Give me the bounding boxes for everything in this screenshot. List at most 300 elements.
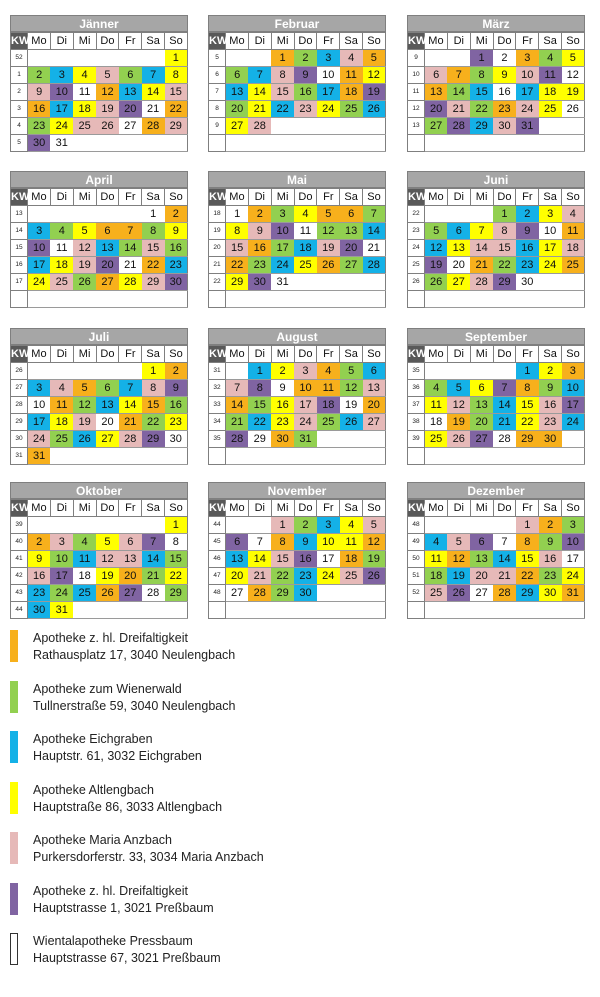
day-cell: 12 xyxy=(363,67,386,84)
day-cell: 25 xyxy=(73,118,96,135)
week-number: 31 xyxy=(11,448,28,465)
day-cell: 8 xyxy=(248,380,271,397)
week-number: 8 xyxy=(209,101,226,118)
day-cell: 13 xyxy=(119,551,142,568)
week-number: 5 xyxy=(209,50,226,67)
day-cell: 10 xyxy=(317,67,340,84)
day-cell: 3 xyxy=(562,363,585,380)
day-cell: 1 xyxy=(165,50,188,67)
day-cell: 28 xyxy=(493,431,516,448)
day-cell: 9 xyxy=(248,223,271,240)
legend-text xyxy=(33,883,214,917)
week-number: 26 xyxy=(11,363,28,380)
day-cell: 20 xyxy=(226,568,249,585)
day-cell: 2 xyxy=(539,517,562,534)
day-cell: 23 xyxy=(516,257,539,274)
day-cell: 28 xyxy=(142,118,165,135)
week-number-header: KW xyxy=(209,33,226,50)
day-cell xyxy=(493,448,516,465)
day-cell: 2 xyxy=(165,206,188,223)
week-number: 50 xyxy=(408,551,425,568)
day-cell xyxy=(50,363,73,380)
day-cell: 2 xyxy=(271,363,294,380)
day-cell: 20 xyxy=(96,257,119,274)
weekday-header: Mi xyxy=(73,500,96,517)
day-cell xyxy=(493,363,516,380)
day-cell xyxy=(539,118,562,135)
day-cell: 17 xyxy=(539,240,562,257)
day-cell: 28 xyxy=(119,274,142,291)
day-cell: 31 xyxy=(28,448,51,465)
weekday-header: Mo xyxy=(226,500,249,517)
week-number xyxy=(408,602,425,619)
day-cell xyxy=(28,517,51,534)
weekday-header: Do xyxy=(96,346,119,363)
day-cell: 4 xyxy=(50,380,73,397)
day-cell: 7 xyxy=(142,534,165,551)
weekday-header: Fr xyxy=(317,33,340,50)
day-cell: 11 xyxy=(73,551,96,568)
week-number: 47 xyxy=(209,568,226,585)
day-cell xyxy=(425,291,448,308)
day-cell: 8 xyxy=(493,223,516,240)
day-cell: 9 xyxy=(271,380,294,397)
day-cell: 12 xyxy=(96,551,119,568)
day-cell: 2 xyxy=(248,206,271,223)
day-cell: 16 xyxy=(539,397,562,414)
week-number-header: KW xyxy=(209,500,226,517)
day-cell: 17 xyxy=(50,101,73,118)
weekday-header: Mi xyxy=(73,346,96,363)
weekday-header: Mi xyxy=(73,189,96,206)
month-title: Jänner xyxy=(10,15,188,32)
month-calendar xyxy=(208,328,386,465)
day-cell xyxy=(363,135,386,152)
day-cell xyxy=(363,118,386,135)
day-cell: 21 xyxy=(142,568,165,585)
legend-color-swatch xyxy=(10,832,18,864)
week-number: 48 xyxy=(408,517,425,534)
week-number: 1 xyxy=(11,67,28,84)
day-cell: 18 xyxy=(50,257,73,274)
day-cell xyxy=(516,135,539,152)
day-cell: 18 xyxy=(539,84,562,101)
day-cell: 18 xyxy=(73,101,96,118)
day-cell: 11 xyxy=(294,223,317,240)
day-cell xyxy=(294,448,317,465)
day-cell: 20 xyxy=(363,397,386,414)
day-cell: 29 xyxy=(226,274,249,291)
day-cell: 3 xyxy=(539,206,562,223)
day-cell: 22 xyxy=(142,257,165,274)
day-cell: 17 xyxy=(50,568,73,585)
pharmacy-address: Hauptstraße 86, 3033 Altlengbach xyxy=(33,799,223,814)
weekday-header: Di xyxy=(447,500,470,517)
day-cell: 17 xyxy=(317,551,340,568)
day-cell: 24 xyxy=(562,414,585,431)
day-cell xyxy=(119,517,142,534)
day-cell xyxy=(539,448,562,465)
day-cell: 18 xyxy=(73,568,96,585)
day-cell: 14 xyxy=(119,240,142,257)
day-cell: 25 xyxy=(340,101,363,118)
day-cell: 25 xyxy=(294,257,317,274)
week-number: 16 xyxy=(11,257,28,274)
day-cell: 27 xyxy=(470,431,493,448)
day-cell: 26 xyxy=(73,274,96,291)
day-cell: 9 xyxy=(493,67,516,84)
week-number: 39 xyxy=(11,517,28,534)
week-number: 5 xyxy=(11,135,28,152)
day-cell xyxy=(562,448,585,465)
day-cell: 7 xyxy=(119,380,142,397)
day-cell xyxy=(425,363,448,380)
day-cell: 4 xyxy=(425,380,448,397)
week-number-header: KW xyxy=(209,189,226,206)
day-cell: 5 xyxy=(73,380,96,397)
day-cell xyxy=(363,431,386,448)
day-cell: 2 xyxy=(165,363,188,380)
legend-text xyxy=(33,630,235,664)
day-cell: 29 xyxy=(516,431,539,448)
day-cell: 5 xyxy=(562,50,585,67)
day-cell: 19 xyxy=(73,414,96,431)
weekday-header: Fr xyxy=(119,189,142,206)
month-calendar xyxy=(407,328,585,465)
day-cell: 8 xyxy=(226,223,249,240)
month-title: März xyxy=(407,15,585,32)
day-cell: 16 xyxy=(294,84,317,101)
day-cell: 28 xyxy=(470,274,493,291)
day-cell: 19 xyxy=(562,84,585,101)
day-cell xyxy=(447,517,470,534)
day-cell: 19 xyxy=(340,397,363,414)
day-cell: 12 xyxy=(73,397,96,414)
day-cell xyxy=(447,602,470,619)
day-cell: 18 xyxy=(425,568,448,585)
weekday-header: Do xyxy=(493,500,516,517)
day-cell xyxy=(294,274,317,291)
day-cell xyxy=(493,602,516,619)
day-cell: 18 xyxy=(340,551,363,568)
day-cell: 8 xyxy=(142,223,165,240)
day-cell xyxy=(317,431,340,448)
day-cell: 7 xyxy=(447,67,470,84)
day-cell: 4 xyxy=(340,517,363,534)
day-cell: 10 xyxy=(562,534,585,551)
day-cell xyxy=(226,363,249,380)
day-cell: 26 xyxy=(73,431,96,448)
week-number xyxy=(408,135,425,152)
day-cell xyxy=(516,448,539,465)
day-cell: 9 xyxy=(539,380,562,397)
month-title: April xyxy=(10,171,188,188)
week-number-header: KW xyxy=(408,500,425,517)
day-cell: 29 xyxy=(271,585,294,602)
day-cell: 11 xyxy=(425,551,448,568)
day-cell: 6 xyxy=(119,67,142,84)
day-cell: 23 xyxy=(539,414,562,431)
day-cell: 21 xyxy=(248,101,271,118)
day-cell: 7 xyxy=(142,67,165,84)
day-cell xyxy=(96,50,119,67)
day-cell: 30 xyxy=(28,602,51,619)
day-cell: 24 xyxy=(271,257,294,274)
day-cell: 21 xyxy=(470,257,493,274)
day-cell xyxy=(165,602,188,619)
day-cell xyxy=(539,135,562,152)
legend-color-swatch xyxy=(10,782,18,814)
week-number: 30 xyxy=(11,431,28,448)
day-cell: 25 xyxy=(50,431,73,448)
weekday-header: So xyxy=(562,346,585,363)
day-cell: 4 xyxy=(340,50,363,67)
day-cell: 29 xyxy=(516,585,539,602)
day-cell: 5 xyxy=(447,380,470,397)
day-cell xyxy=(340,585,363,602)
weekday-header: Di xyxy=(248,189,271,206)
month-calendar xyxy=(10,482,188,619)
pharmacy-address: Hauptstrasse 1, 3021 Preßbaum xyxy=(33,900,214,915)
pharmacy-address: Tullnerstraße 59, 3040 Neulengbach xyxy=(33,698,236,713)
weekday-header: Mi xyxy=(470,189,493,206)
day-cell: 2 xyxy=(294,50,317,67)
day-cell: 19 xyxy=(447,414,470,431)
week-number: 9 xyxy=(408,50,425,67)
weekday-header: Sa xyxy=(539,33,562,50)
day-cell: 10 xyxy=(317,534,340,551)
week-number: 6 xyxy=(209,67,226,84)
day-cell: 17 xyxy=(516,84,539,101)
month-calendar xyxy=(407,171,585,308)
week-number: 2 xyxy=(11,84,28,101)
day-cell xyxy=(562,274,585,291)
day-cell: 3 xyxy=(317,50,340,67)
day-cell: 4 xyxy=(539,50,562,67)
day-cell: 11 xyxy=(317,380,340,397)
weekday-header: Mo xyxy=(28,33,51,50)
day-cell: 14 xyxy=(142,551,165,568)
weekday-header: Fr xyxy=(119,346,142,363)
day-cell: 15 xyxy=(142,397,165,414)
day-cell xyxy=(363,274,386,291)
day-cell: 26 xyxy=(340,414,363,431)
day-cell: 31 xyxy=(516,118,539,135)
day-cell: 25 xyxy=(50,274,73,291)
day-cell xyxy=(119,291,142,308)
weekday-header: Mo xyxy=(226,33,249,50)
day-cell: 12 xyxy=(562,67,585,84)
day-cell xyxy=(73,517,96,534)
week-number-header: KW xyxy=(11,33,28,50)
day-cell: 11 xyxy=(562,223,585,240)
day-cell: 19 xyxy=(425,257,448,274)
day-cell: 10 xyxy=(271,223,294,240)
day-cell: 10 xyxy=(294,380,317,397)
day-cell: 4 xyxy=(425,534,448,551)
week-number: 11 xyxy=(408,84,425,101)
legend-color-swatch xyxy=(10,630,18,662)
day-cell: 8 xyxy=(470,67,493,84)
day-cell xyxy=(73,448,96,465)
weekday-header: Mi xyxy=(271,189,294,206)
day-cell: 24 xyxy=(50,585,73,602)
day-cell: 21 xyxy=(142,101,165,118)
day-cell xyxy=(562,291,585,308)
week-number: 42 xyxy=(11,568,28,585)
day-cell: 16 xyxy=(539,551,562,568)
weekday-header: Mo xyxy=(28,346,51,363)
week-number: 46 xyxy=(209,551,226,568)
day-cell xyxy=(493,517,516,534)
weekday-header: So xyxy=(363,189,386,206)
day-cell: 8 xyxy=(271,67,294,84)
day-cell: 14 xyxy=(447,84,470,101)
day-cell: 9 xyxy=(516,223,539,240)
day-cell xyxy=(248,50,271,67)
day-cell: 10 xyxy=(50,84,73,101)
day-cell: 20 xyxy=(425,101,448,118)
weekday-header: Sa xyxy=(340,33,363,50)
week-number: 36 xyxy=(408,380,425,397)
day-cell: 10 xyxy=(539,223,562,240)
day-cell: 27 xyxy=(119,118,142,135)
day-cell xyxy=(50,448,73,465)
weekday-header: Mi xyxy=(470,33,493,50)
day-cell xyxy=(96,291,119,308)
day-cell: 18 xyxy=(294,240,317,257)
week-number-header: KW xyxy=(11,189,28,206)
day-cell: 17 xyxy=(28,257,51,274)
day-cell: 6 xyxy=(96,380,119,397)
day-cell: 7 xyxy=(226,380,249,397)
day-cell: 10 xyxy=(50,551,73,568)
day-cell: 8 xyxy=(165,67,188,84)
weekday-header: Do xyxy=(294,189,317,206)
day-cell: 17 xyxy=(28,414,51,431)
day-cell: 29 xyxy=(248,431,271,448)
weekday-header: Fr xyxy=(317,500,340,517)
day-cell: 27 xyxy=(425,118,448,135)
day-cell: 15 xyxy=(470,84,493,101)
pharmacy-address: Rathausplatz 17, 3040 Neulengbach xyxy=(33,648,236,662)
day-cell: 3 xyxy=(28,223,51,240)
day-cell: 23 xyxy=(248,257,271,274)
weekday-header: So xyxy=(165,346,188,363)
day-cell: 7 xyxy=(119,223,142,240)
day-cell xyxy=(271,448,294,465)
day-cell xyxy=(294,135,317,152)
day-cell: 11 xyxy=(340,67,363,84)
day-cell xyxy=(50,50,73,67)
day-cell: 12 xyxy=(96,84,119,101)
day-cell: 16 xyxy=(271,397,294,414)
week-number: 13 xyxy=(11,206,28,223)
day-cell: 15 xyxy=(516,397,539,414)
day-cell xyxy=(226,602,249,619)
week-number xyxy=(11,291,28,308)
day-cell: 26 xyxy=(363,101,386,118)
day-cell: 23 xyxy=(294,568,317,585)
day-cell: 28 xyxy=(119,431,142,448)
day-cell: 30 xyxy=(539,431,562,448)
day-cell: 30 xyxy=(165,274,188,291)
day-cell xyxy=(248,448,271,465)
day-cell xyxy=(119,363,142,380)
day-cell xyxy=(165,291,188,308)
pharmacy-name: Apotheke Maria Anzbach xyxy=(33,833,172,847)
day-cell xyxy=(562,431,585,448)
day-cell: 24 xyxy=(516,101,539,118)
day-cell: 4 xyxy=(562,206,585,223)
weekday-header: Di xyxy=(248,33,271,50)
day-cell: 3 xyxy=(28,380,51,397)
week-number: 21 xyxy=(209,257,226,274)
day-cell xyxy=(142,291,165,308)
pharmacy-name: Apotheke Altlengbach xyxy=(33,782,154,797)
day-cell: 24 xyxy=(317,568,340,585)
day-cell xyxy=(119,135,142,152)
weekday-header: Fr xyxy=(516,346,539,363)
weekday-header: Mo xyxy=(226,346,249,363)
week-number: 33 xyxy=(209,397,226,414)
day-cell: 14 xyxy=(363,223,386,240)
weekday-header: Fr xyxy=(119,500,142,517)
day-cell xyxy=(539,274,562,291)
day-cell xyxy=(50,291,73,308)
day-cell: 4 xyxy=(50,223,73,240)
weekday-header: Fr xyxy=(119,33,142,50)
day-cell: 17 xyxy=(294,397,317,414)
week-number: 52 xyxy=(11,50,28,67)
month-title: November xyxy=(208,482,386,499)
day-cell: 22 xyxy=(165,568,188,585)
day-cell: 4 xyxy=(294,206,317,223)
week-number: 19 xyxy=(209,223,226,240)
day-cell xyxy=(470,363,493,380)
weekday-header: Do xyxy=(493,33,516,50)
week-number: 41 xyxy=(11,551,28,568)
day-cell xyxy=(226,448,249,465)
day-cell: 15 xyxy=(493,240,516,257)
day-cell: 31 xyxy=(50,602,73,619)
day-cell xyxy=(96,135,119,152)
day-cell: 4 xyxy=(317,363,340,380)
week-number: 29 xyxy=(11,414,28,431)
month-calendar xyxy=(10,171,188,308)
day-cell xyxy=(248,602,271,619)
day-cell: 16 xyxy=(294,551,317,568)
week-number: 28 xyxy=(11,397,28,414)
week-number-header: KW xyxy=(11,500,28,517)
day-cell: 21 xyxy=(447,101,470,118)
day-cell: 13 xyxy=(340,223,363,240)
day-cell: 19 xyxy=(96,568,119,585)
weekday-header: So xyxy=(562,500,585,517)
day-cell: 4 xyxy=(73,67,96,84)
day-cell: 13 xyxy=(363,380,386,397)
day-cell xyxy=(248,135,271,152)
day-cell xyxy=(96,517,119,534)
weekday-header: So xyxy=(165,33,188,50)
day-cell: 10 xyxy=(516,67,539,84)
week-number: 45 xyxy=(209,534,226,551)
day-cell: 22 xyxy=(470,101,493,118)
day-cell: 9 xyxy=(28,551,51,568)
day-cell: 16 xyxy=(516,240,539,257)
day-cell xyxy=(28,291,51,308)
day-cell: 5 xyxy=(425,223,448,240)
